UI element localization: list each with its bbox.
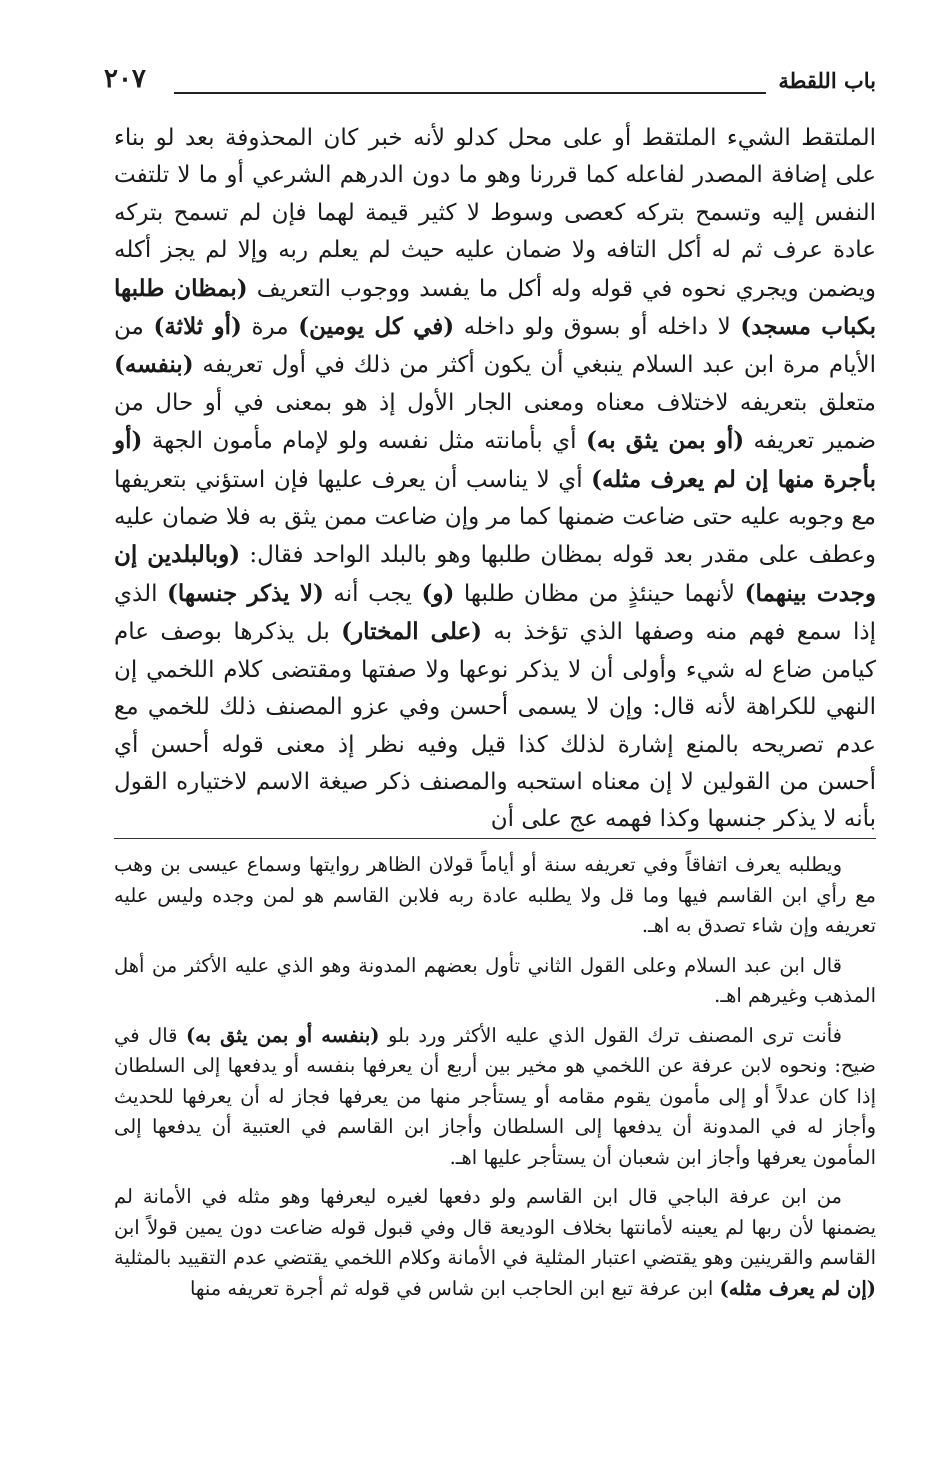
matn-quote: (على المختار) xyxy=(341,618,483,646)
footnote-paragraph: فأنت ترى المصنف ترك القول الذي عليه الأكثر ورد بلو (بنفسه أو بمن يثق به) قال في ضيح: ونحوه لابن عرفة عن اللخمي هو مخير بين أربع أن يعرفها بنفسه أو يدفعها إلى السلطان إذا كان عدلاً أو إلى مأمون يقوم مقامه أو يستأجر منها من يعرفها فجاز له أن يعرفها للحديث وأجاز له في المدونة أن يدفعها إلى السلطان وأجاز ابن القاسم في العتبية أن يدفعها إلى المأمون يعرفها وأجاز ابن شعبان أن يستأجر عليها اهـ. xyxy=(114,1023,876,1169)
matn-quote: (لا يذكر جنسها) xyxy=(167,579,324,607)
matn-quote: (بنفسه) xyxy=(114,351,194,379)
matn-quote: (وبالبلدين إن وجدت بينهما) xyxy=(114,541,876,607)
footnote-paragraph: ويطلبه يعرف اتفاقاً وفي تعريفه سنة أو أياماً قولان الظاهر روايتها وسماع عيسى بن وهب مع رأي ابن القاسم فيها وما قل ولا يطلبه عادة ربه فلابن القاسم هو لمن وجده وليس عليه تعريفه وإن شاء تصدق به اهـ. xyxy=(114,853,876,937)
matn-quote: (أو بمن يثق به) xyxy=(585,427,745,455)
footnote-rule xyxy=(114,838,876,839)
footnote-paragraph: قال ابن عبد السلام وعلى القول الثاني تأول بعضهم المدونة وهو الذي عليه الأكثر من أهل المذهب وغيرهم اهـ. xyxy=(114,953,876,1007)
footnotes xyxy=(114,850,876,1390)
footnote-paragraph: من ابن عرفة الباجي قال ابن القاسم ولو دفعها لغيره ليعرفها وهو مثله في الأمانة لم يضمنها لأن ربها لم يعينه لأمانتها بخلاف الوديعة قال وفي قبول قوله ضاعت دون يمين قولاً ابن القاسم والقرينين وهو يقتضي اعتبار المثلية في الأمانة وكلام اللخمي يقتضي عدم التقييد بالمثلية (إن لم يعرف مثله) ابن عرفة تبع ابن الحاجب ابن شاس في قوله ثم أجرة تعريفه منها xyxy=(114,1185,876,1300)
matn-quote: (و) xyxy=(421,579,455,607)
matn-quote: (بمظان طلبها بكباب مسجد) xyxy=(114,274,876,341)
chapter-title: باب اللقطة xyxy=(778,68,876,93)
matn-quote: (أو بأجرة منها إن لم يعرف مثله) xyxy=(114,427,876,493)
matn-quote: (بنفسه أو بمن يثق به) xyxy=(185,1023,380,1047)
matn-quote: (أو ثلاثة) xyxy=(153,313,242,341)
matn-quote: (إن لم يعرف مثله) xyxy=(719,1276,876,1300)
page-number: ٢٠٧ xyxy=(104,64,146,94)
header-rule xyxy=(174,92,766,94)
main-text: الملتقط الشيء الملتقط أو على محل كدلو لأنه خبر كان المحذوفة بعد لو بناء على إضافة المصدر لفاعله كما قررنا وهو ما دون الدرهم الشرعي أو ما لا تلتفت النفس إليه وتسمح بتركه كعصى وسوط لا كثير قيمة لهما فإن لم تسمح بتركه عادة عرف ثم له أكل التافه ولا ضمان عليه حيث لم يعلم ربه وإلا لم يجز أكله ويضمن ويجري نحوه في قوله وله أكل ما يفسد ووجوب التعريف (بمظان طلبها بكباب مسجد) لا داخله أو بسوق ولو داخله (في كل يومين) مرة (أو ثلاثة) من الأيام مرة ابن عبد السلام ينبغي أن يكون أكثر من ذلك في أول تعريفه (بنفسه) متعلق بتعريفه لاختلاف معناه ومعنى الجار الأول إذ هو بمعنى في أو حال من ضمير تعريفه (أو بمن يثق به) أي بأمانته مثل نفسه ولو لإمام مأمون الجهة (أو بأجرة منها إن لم يعرف مثله) أي لا يناسب أن يعرف عليها فإن استؤني بتعريفها مع وجوبه عليه حتى ضاعت ضمنها كما مر وإن ضاعت ممن يثق به فلا ضمان عليه وعطف على مقدر بعد قوله بمظان طلبها وهو بالبلد الواحد فقال: (وبالبلدين إن وجدت بينهما) لأنهما حينئذٍ من مظان طلبها (و) يجب أنه (لا يذكر جنسها) الذي إذا سمع فهم منه وصفها الذي تؤخذ به (على المختار) بل يذكرها بوصف عام كيامن ضاع له شيء وأولى أن لا يذكر نوعها ولا صفتها ومقتضى كلام اللخمي إن النهي للكراهة لأنه قال: وإن لا يسمى أحسن وفي عزو المصنف ذلك للخمي مع عدم تصريحه بالمنع إشارة لذلك كذا قيل وفيه نظر إذ معنى قوله أحسن أي أحسن من القولين لا إن معناه استحبه والمصنف ذكر صيغة الاسم لاختياره القول بأنه لا يذكر جنسها وكذا فهمه عج على أن xyxy=(114,125,876,833)
matn-quote: (في كل يومين) xyxy=(298,313,455,341)
running-header xyxy=(104,62,876,106)
